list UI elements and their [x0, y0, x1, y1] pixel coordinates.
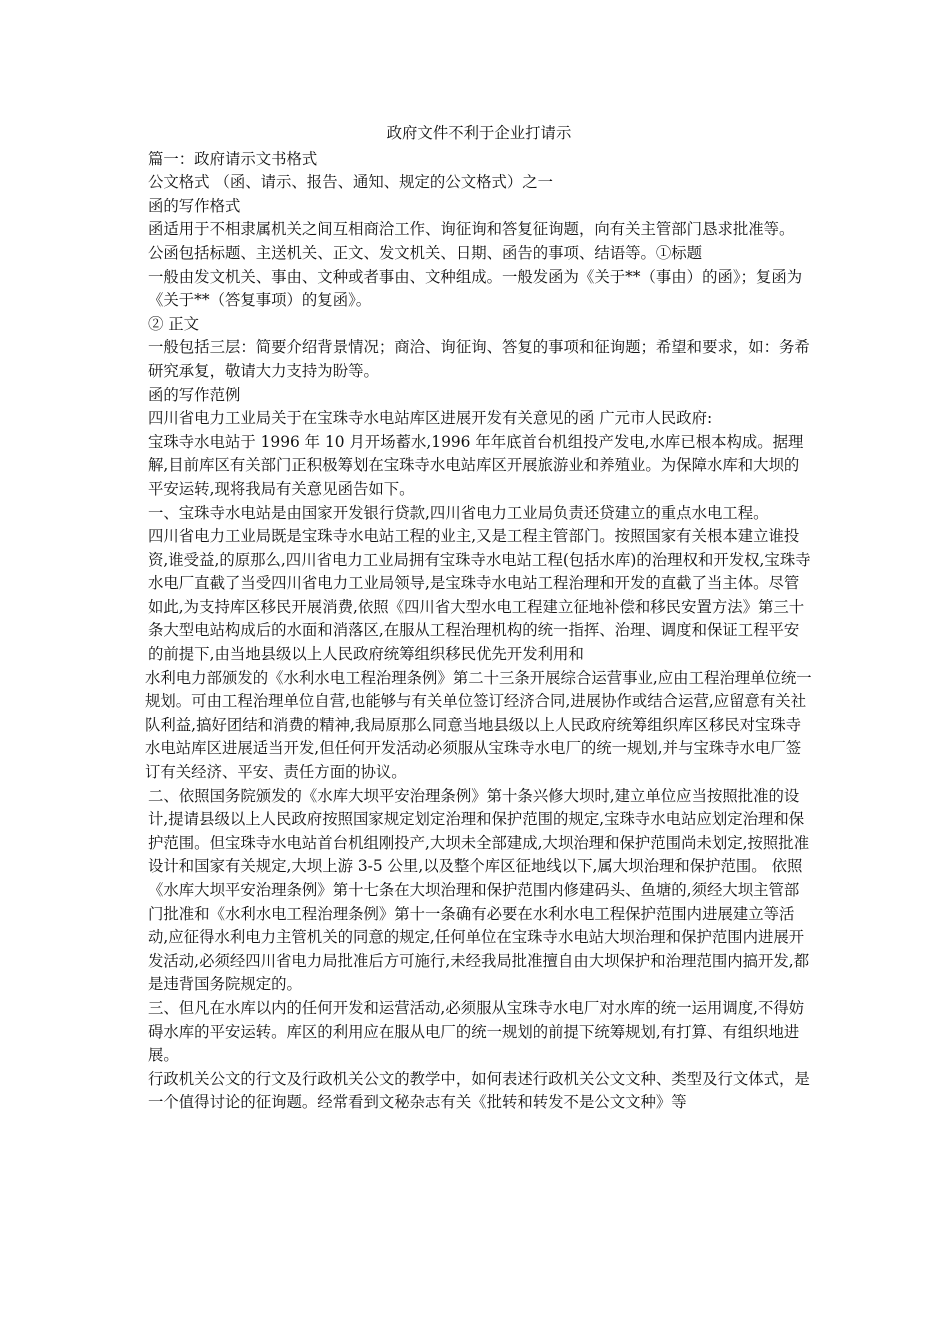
paragraph: 函的写作格式 — [148, 196, 241, 215]
paragraph: 函适用于不相隶属机关之间互相商洽工作、询征询和答复征询题，向有关主管部门恳求批准等。 — [148, 220, 795, 239]
paragraph: ② 正文 — [148, 314, 200, 333]
paragraph: 公文格式 （函、请示、报告、通知、规定的公文格式）之一 — [148, 173, 554, 192]
paragraph: 宝珠寺水电站于 1996 年 10 月开场蓄水,1996 年年底首台机组投产发电,水库已根本构成。据理解,目前库区有关部门正积极筹划在宝珠寺水电站库区开展旅游业和养殖业。为保障水库和大坝的平安运转,现将我局有关意见函告如下。 — [148, 432, 804, 498]
document-title: 政府文件不利于企业打请示 — [386, 124, 572, 142]
paragraph: 一、宝珠寺水电站是由国家开发银行贷款,四川省电力工业局负责还贷建立的重点水电工程。 — [148, 503, 769, 522]
paragraph: 篇一：政府请示文书格式 — [148, 149, 318, 168]
paragraph: 水利电力部颁发的《水利水电工程治理条例》第二十三条开展综合运营事业,应由工程治理单位统一规划。可由工程治理单位自营,也能够与有关单位签订经济合同,进展协作或结合运营,应留意有关社队利益,搞好团结和消费的精神,我局原那么同意当地县级以上人民政府统筹组织库区移民对宝珠寺水电站库区进展适当开发,但任何开发活动必须服从宝珠寺水电厂的统一规划,并与宝珠寺水电厂签订有关经济、平安、责任方面的协议。 — [145, 668, 812, 782]
paragraph: 四川省电力工业局关于在宝珠寺水电站库区进展开发有关意见的函 广元市人民政府: — [148, 409, 713, 428]
paragraph: 一般包括三层：简要介绍背景情况；商洽、询征询、答复的事项和征询题；希望和要求，如：务希研究承复，敬请大力支持为盼等。 — [148, 338, 810, 380]
paragraph: 四川省电力工业局既是宝珠寺水电站工程的业主,又是工程主管部门。按照国家有关根本建立谁投资,谁受益,的原那么,四川省电力工业局拥有宝珠寺水电站工程(包括水库)的治理权和开发权,宝珠寺水电厂直截了当受四川省电力工业局领导,是宝珠寺水电站工程治理和开发的直截了当主体。尽管如此,为支持库区移民开展消费,依照《四川省大型水电工程建立征地补偿和移民安置方法》第三十条大型电站构成后的水面和消落区,在服从工程治理机构的统一指挥、治理、调度和保证工程平安的前提下,由当地县级以上人民政府统筹组织移民优先开发利用和 — [148, 527, 811, 664]
document-page — [145, 122, 813, 1115]
paragraph: 一般由发文机关、事由、文种或者事由、文种组成。一般发函为《关于**（事由）的函》；复函为《关于**（答复事项）的复函》。 — [148, 267, 803, 310]
paragraph: 函的写作范例 — [148, 385, 241, 404]
paragraph: 行政机关公文的行文及行政机关公文的教学中，如何表述行政机关公文文种、类型及行文体式，是一个值得讨论的征询题。经常看到文秘杂志有关《批转和转发不是公文文种》等 — [148, 1069, 810, 1112]
paragraph: 公函包括标题、主送机关、正文、发文机关、日期、函告的事项、结语等。①标题 — [148, 243, 703, 262]
paragraph: 二、依照国务院颁发的《水库大坝平安治理条例》第十条兴修大坝时,建立单位应当按照批准的设计,提请县级以上人民政府按照国家规定划定治理和保护范围的规定,宝珠寺水电站应划定治理和保护范围。但宝珠寺水电站首台机组刚投产,大坝未全部建成,大坝治理和保护范围尚未划定,按照批准设计和国家有关规定,大坝上游 3-5 公里,以及整个库区征地线以下,属大坝治理和保护范围。 依照《水库大坝平安治理条例》第十七条在大坝治理和保护范围内修建码头、鱼塘的,须经大坝主管部门批准和《水利水电工程治理条例》第十一条确有必要在水利水电工程保护范围内进展建立等活动,应征得水利电力主管机关的同意的规定,任何单位在宝珠寺水电站大坝治理和保护范围内进展开发活动,必须经四川省电力局批准后方可施行,未经我局批准擅自由大坝保护和治理范围内搞开发,都是违背国务院规定的。 — [148, 786, 810, 994]
paragraph: 三、但凡在水库以内的任何开发和运营活动,必须服从宝珠寺水电厂对水库的统一运用调度,不得妨碍水库的平安运转。库区的利用应在服从电厂的统一规划的前提下统筹规划,有打算、有组织地进展。 — [148, 998, 805, 1065]
